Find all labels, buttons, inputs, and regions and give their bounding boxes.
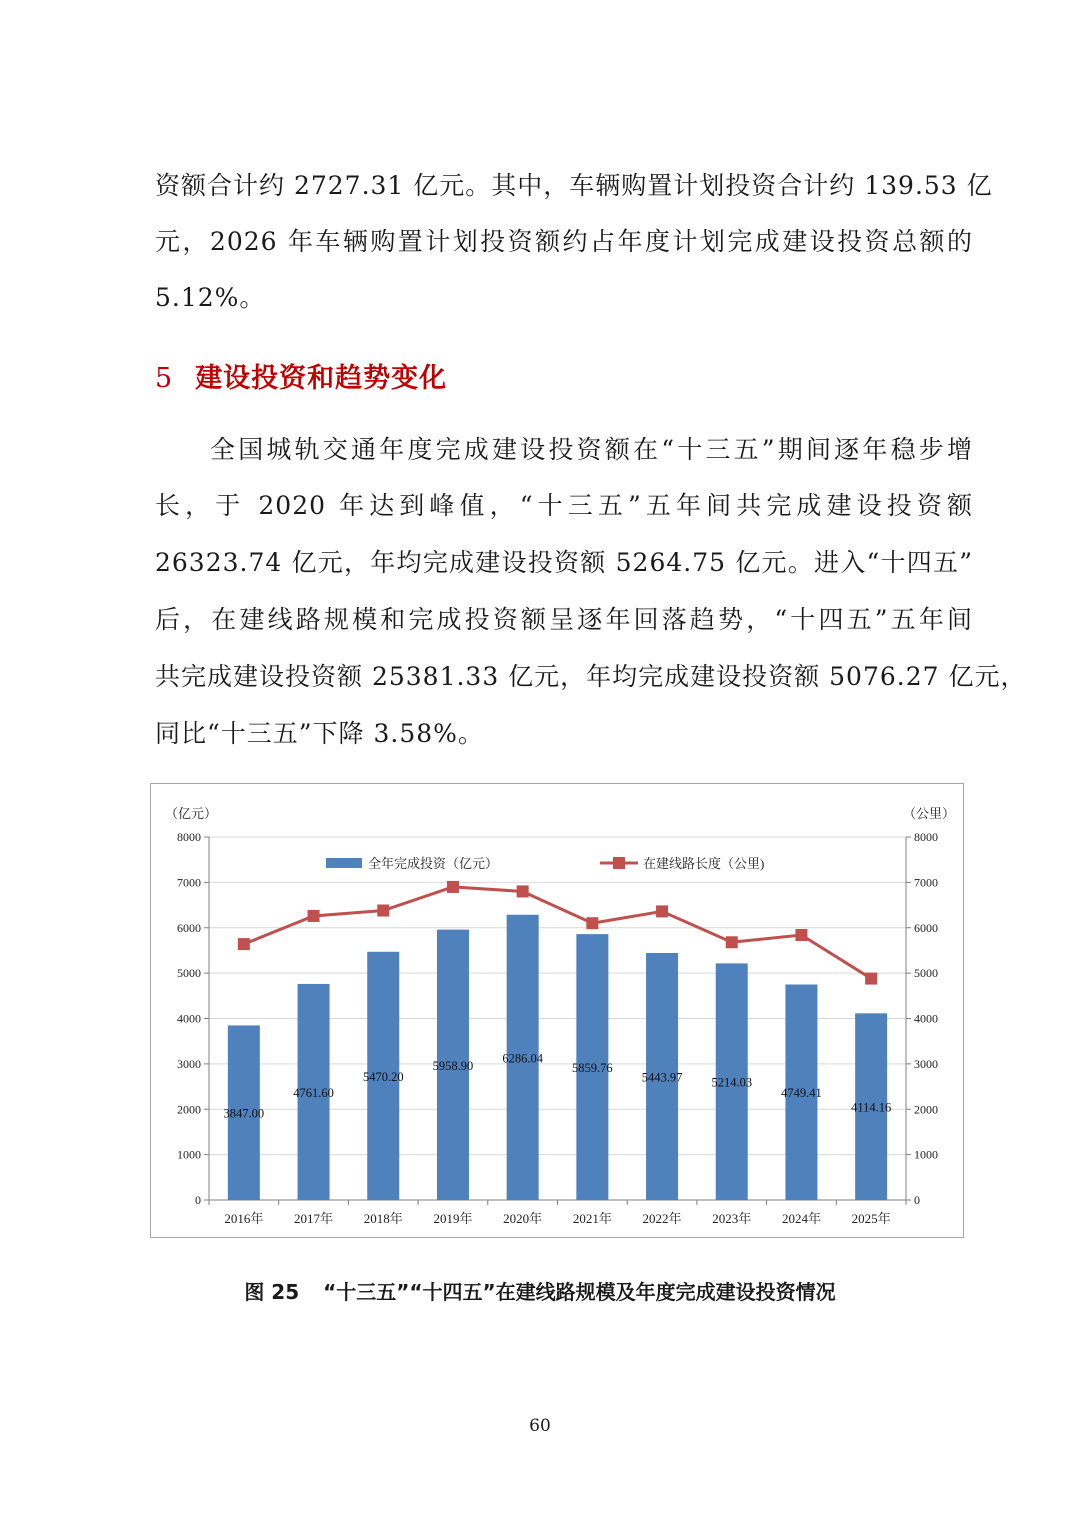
- line-marker: [586, 917, 598, 929]
- text-line: 26323.74 亿元，年均完成建设投资额 5264.75 亿元。进入“十四五”: [155, 548, 973, 577]
- left-tick-label: 4000: [177, 1011, 201, 1026]
- text-line: 共完成建设投资额 25381.33 亿元，年均完成建设投资额 5076.27 亿元，: [155, 662, 1027, 691]
- right-tick-label: 3000: [914, 1056, 938, 1071]
- bar-data-label: 5470.20: [362, 1069, 404, 1084]
- right-tick-label: 0: [914, 1193, 920, 1207]
- left-tick-label: 1000: [177, 1147, 201, 1162]
- line-marker: [447, 881, 459, 893]
- bar-data-label: 5443.97: [641, 1070, 683, 1085]
- page-number: 60: [529, 1416, 551, 1436]
- line-marker: [238, 938, 250, 950]
- text-line: 全国城轨交通年度完成建设投资额在“十三五”期间逐年稳步增: [210, 435, 973, 464]
- left-tick-label: 8000: [177, 830, 201, 844]
- text-line: 5.12%。: [155, 283, 266, 312]
- line-marker: [308, 910, 320, 922]
- left-tick-label: 7000: [177, 875, 201, 890]
- right-tick-label: 4000: [914, 1011, 938, 1026]
- x-tick-label: 2025年: [851, 1211, 891, 1226]
- line-marker: [726, 936, 738, 948]
- figure-caption: [0, 1276, 1080, 1305]
- bar-data-label: 4761.60: [293, 1085, 334, 1100]
- x-tick-label: 2023年: [712, 1211, 752, 1226]
- left-tick-label: 2000: [177, 1102, 201, 1117]
- text-line: 元，2026 年车辆购置计划投资额约占年度计划完成建设投资总额的: [155, 227, 973, 256]
- legend-bar-label: 全年完成投资（亿元）: [368, 856, 499, 871]
- line-marker: [795, 929, 807, 941]
- x-tick-label: 2017年: [294, 1211, 334, 1226]
- bar-data-label: 3847.00: [223, 1106, 265, 1121]
- line-marker: [517, 885, 529, 897]
- text-line: 后，在建线路规模和完成投资额呈逐年回落趋势，“十四五”五年间: [155, 605, 973, 634]
- x-tick-label: 2022年: [642, 1211, 682, 1226]
- left-tick-label: 5000: [177, 966, 201, 981]
- figure-number: 图 25: [244, 1280, 300, 1304]
- figure-title: “十三五”“十四五”在建线路规模及年度完成建设投资情况: [323, 1280, 836, 1304]
- bar-data-label: 4114.16: [851, 1100, 892, 1115]
- combo-chart: [150, 783, 964, 1238]
- line-marker: [377, 905, 389, 917]
- right-tick-label: 1000: [914, 1147, 938, 1162]
- left-tick-label: 3000: [177, 1056, 201, 1071]
- section-heading: [155, 356, 447, 395]
- right-tick-label: 5000: [914, 966, 938, 981]
- section-number: 5: [155, 363, 174, 394]
- x-tick-label: 2020年: [503, 1211, 543, 1226]
- right-tick-label: 8000: [914, 830, 938, 844]
- line-marker: [656, 905, 668, 917]
- section-title: 建设投资和趋势变化: [195, 363, 448, 394]
- right-tick-label: 7000: [914, 875, 938, 890]
- bar-data-label: 5214.03: [711, 1075, 753, 1090]
- text-line: 资额合计约 2727.31 亿元。其中，车辆购置计划投资合计约 139.53 亿: [155, 171, 993, 200]
- chart-svg: [151, 784, 963, 1237]
- bar-data-label: 6286.04: [502, 1051, 543, 1066]
- right-axis-unit: （公里）: [903, 806, 956, 821]
- bar-data-label: 4749.41: [781, 1086, 822, 1101]
- text-line: 长，于 2020 年达到峰值，“十三五”五年间共完成建设投资额: [155, 491, 973, 520]
- bar-data-label: 5958.90: [432, 1058, 474, 1073]
- left-tick-label: 0: [195, 1193, 201, 1207]
- legend-line-marker: [613, 857, 625, 869]
- right-tick-label: 6000: [914, 920, 938, 935]
- bar-data-label: 5859.76: [572, 1061, 613, 1076]
- line-marker: [865, 973, 877, 985]
- x-tick-label: 2018年: [363, 1211, 403, 1226]
- legend-bar-swatch: [326, 858, 362, 868]
- x-tick-label: 2024年: [781, 1211, 821, 1226]
- line-series: [244, 887, 871, 979]
- right-tick-label: 2000: [914, 1102, 938, 1117]
- legend-line-label: 在建线路长度（公里): [643, 856, 765, 871]
- left-axis-unit: （亿元）: [165, 806, 218, 821]
- x-tick-label: 2019年: [433, 1211, 473, 1226]
- left-tick-label: 6000: [177, 920, 201, 935]
- x-tick-label: 2021年: [572, 1211, 612, 1226]
- text-line: 同比“十三五”下降 3.58%。: [155, 719, 484, 748]
- x-tick-label: 2016年: [224, 1211, 264, 1226]
